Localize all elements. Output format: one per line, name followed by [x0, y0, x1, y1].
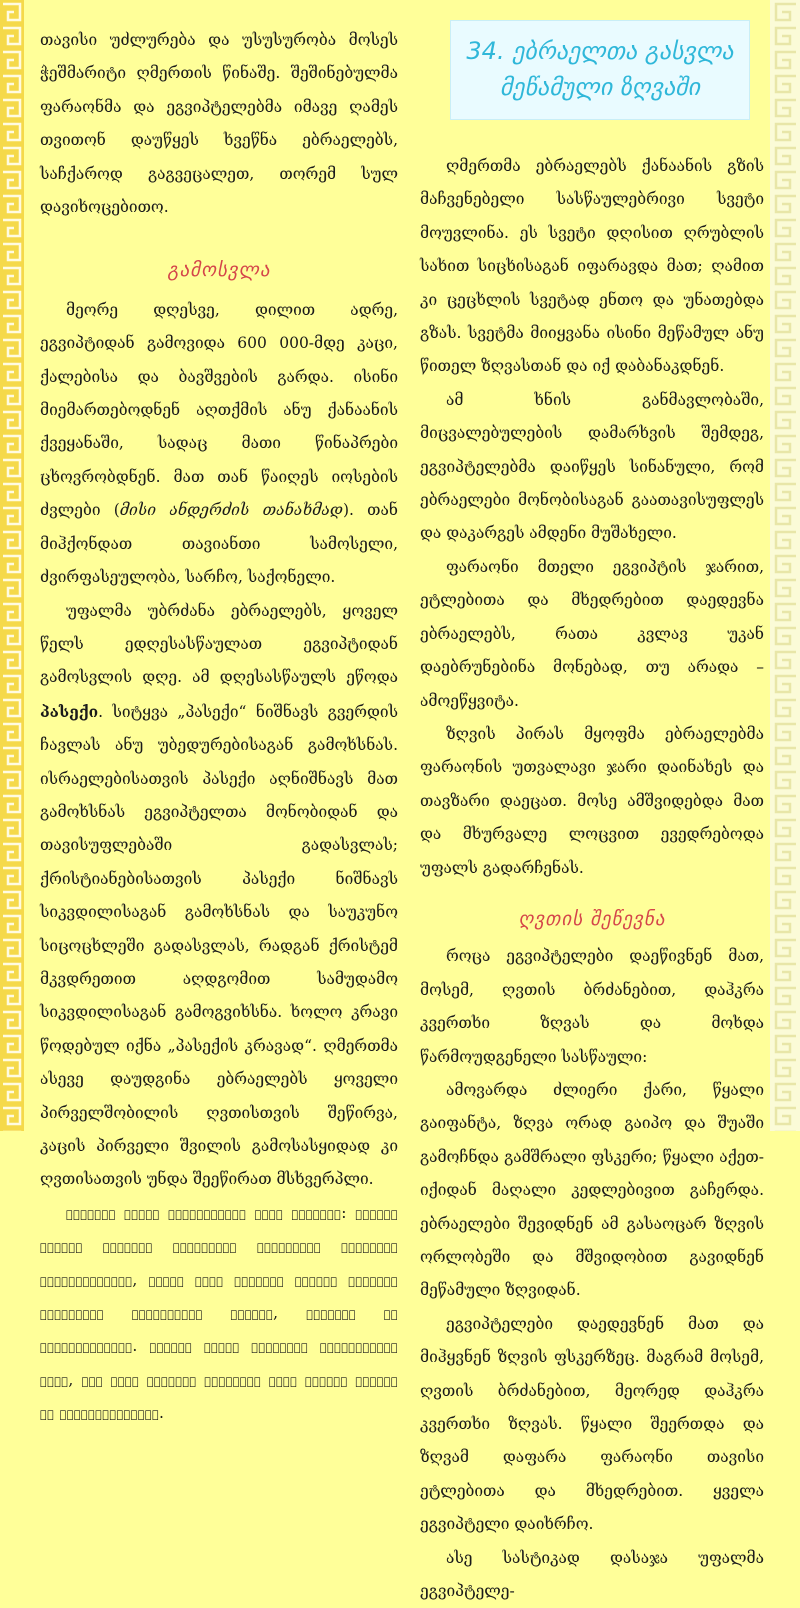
lesson-title-line-1: 34. ებრაელთა გასვლა — [466, 37, 734, 65]
paragraph: ეგვიპტელები დაედევნენ მათ და მიჰყვნენ ზღვის ფსკერზეც. მაგრამ მოსემ, ღვთის ბრძანებით, მეორედ დაჰკრა კვერთხი ზღვას. წყალი შეერთდა და ზღვამ დაფარა ფარაონი თავისი ეტლებითა და მხედრებით. ყველა ეგვიპტელი დაიხრჩო. — [420, 1314, 764, 1534]
right-decorative-border — [770, 0, 800, 1131]
section-heading-exodus: გამოსვლა — [167, 259, 271, 282]
text-span: მეორე დღესვე, დილით ადრე, ეგვიპტიდან გამოვიდა 600 000-მდე კაცი, ქალებისა და ბავშვების გარდა. ისინი მიემართებოდნენ აღთქმის ანუ ქანაანის ქვეყანაში, სადაც მათი წინაპრები ცხოვრობდნენ. მათ თან წაიღეს იოსების ძვლები ( — [40, 300, 398, 520]
paragraph: როცა ეგვიპტელები დაეწივნენ მათ, მოსემ, ღვთის ბრძანებით, დაჰკრა კვერთხი ზღვას და მოხდა წარმოუდგენელი სასწაული: — [420, 947, 764, 1066]
paragraph — [40, 595, 398, 1197]
paragraph: ღმერთმა ებრაელებს ქანაანის გზის მაჩვენებელი სასწაულებრივი სვეტი მოუვლინა. ეს სვეტი დღისით ღრუბლის სახით სიცხისაგან იფარავდა მათ; ღამით კი ცეცხლის სვეტად ენთო და უნათებდა გზას. სვეტმა მიიყვანა ისინი მეწამულ ანუ წითელ ზღვასთან და იქ დაბანაკდნენ. — [420, 157, 764, 376]
text-span: უფალმა უბრძანა ებრაელებს, ყოველ წელს ედღესასწაულათ ეგვიპტიდან გამოსვლის დღე. ამ დღესასწაულს ეწოდა — [40, 601, 398, 687]
left-decorative-border — [0, 0, 24, 1131]
left-column — [40, 24, 398, 1431]
bold-term: პასექი — [40, 701, 99, 721]
section-heading-divine-help: ღვთის შეწევნა — [518, 907, 666, 930]
italic-note: მისი ანდერძის თანახმად — [119, 501, 343, 520]
paragraph: ზღვის პირას მყოფმა ებრაელებმა ფარაონის უთვალავი ჯარი დაინახეს და თავზარი დაეცათ. მოსე ამშვიდებდა მათ და მხურვალე ლოცვით ევედრებოდა უფალს გადარჩენას. — [420, 724, 764, 877]
right-column — [420, 150, 764, 1608]
paragraph: ამოვარდა ძლიერი ქარი, წყალი გაიფანტა, ზღვა ორად გაიპო და შუაში გამოჩნდა გამშრალი ფსკერი; წყალი აქეთ-იქიდან მაღალი კედლებივით გაჩერდა. ებრაელები შევიდნენ ამ გასაოცარ ზღვის ორლობეში და მშვიდობით გავიდნენ მეწამული ზღვიდან. — [420, 1080, 764, 1300]
lesson-title-box — [450, 20, 750, 120]
intro-paragraph: თავისი უძლურება და უსუსურობა მოსეს ჭეშმარიტი ღმერთის წინაშე. შეშინებულმა ფარაონმა და ეგვიპტელებმა იმავე ღამეს თვითონ დაუწყეს ხვეწნა ებრაელებს, საჩქაროდ გაგვეცალეთ, თორემ სულ დავიხოცებითო. — [40, 31, 398, 217]
paragraph: ამ ხნის განმავლობაში, მიცვალებულების დამარხვის შემდეგ, ეგვიპტელებმა დაიწყეს სინანული, რომ ებრაელები მონობისაგან გაათავისუფლეს და დაკარგეს ამდენი მუშახელი. — [420, 390, 764, 543]
greek-key-pattern-left — [0, 0, 24, 1131]
typology-paragraph: პასექის კრავი მოასწავებდა იესო ქრისტეს: როგორც კრავის სისხლმა გამოიხსნა ებრაელები პირმშოთა სიკვდილისაგან, ასევე იესო ქრისტემ თავისი სისხლით გამოიხსნა ადამიანები ცოდვის, წყევისა და სიკვდილისაგან. კრავის ძვლის არგატეხა მოასწავებდა იმას, რომ იესო ქრისტეს ჯვარცმის დროს წვივის ძვლებს არ გადაუტეხავდნენ. — [40, 1203, 398, 1423]
paragraph: ფარაონი მთელი ეგვიპტის ჯარით, ეტლებითა და მხედრებით დაედევნა ებრაელებს, რათა კვლავ უკან დაებრუნებინა მონებად, თუ არადა – ამოეწყვიტა. — [420, 557, 764, 710]
greek-key-pattern-right — [770, 0, 800, 1131]
paragraph: ასე სასტიკად დასაჯა უფალმა ეგვიპტელე- — [420, 1548, 764, 1601]
lesson-title-line-2: მეწამული ზღვაში — [499, 73, 701, 101]
text-span: ). თან მიჰქონდათ თავიანთი სამოსელი, ძვირფასეულობა, სარჩო, საქონელი. — [40, 501, 398, 587]
paragraph — [40, 294, 398, 595]
text-span: . სიტყვა „პასექი“ ნიშნავს გვერდის ჩავლას ანუ უბედურებისაგან გამოხსნას. ისრაელებისათვის პასექი აღნიშნავს მათ გამოხსნას ეგვიპტელთა მონობიდან და თავისუფლებაში გადასვლას; ქრისტიანებისათვის პასექი ნიშნავს სიკვდილისაგან გამოხსნას და საუკუნო სიცოცხლეში გადასვლას, რადგან ქრისტემ მკვდრეთით აღდგომით სამუდამო სიკვდილისაგან გამოგვიხსნა. ხოლო კრავი წოდებულ იქნა „პასექის კრავად“. ღმერთმა ასევე დაუდგინა ებრაელებს ყოველი პირველშობილის ღვთისთვის შეწირვა, კაცის პირველი შვილის გამოსასყიდად კი ღვთისათვის უნდა შეეწირათ მსხვერპლი. — [40, 702, 398, 1189]
